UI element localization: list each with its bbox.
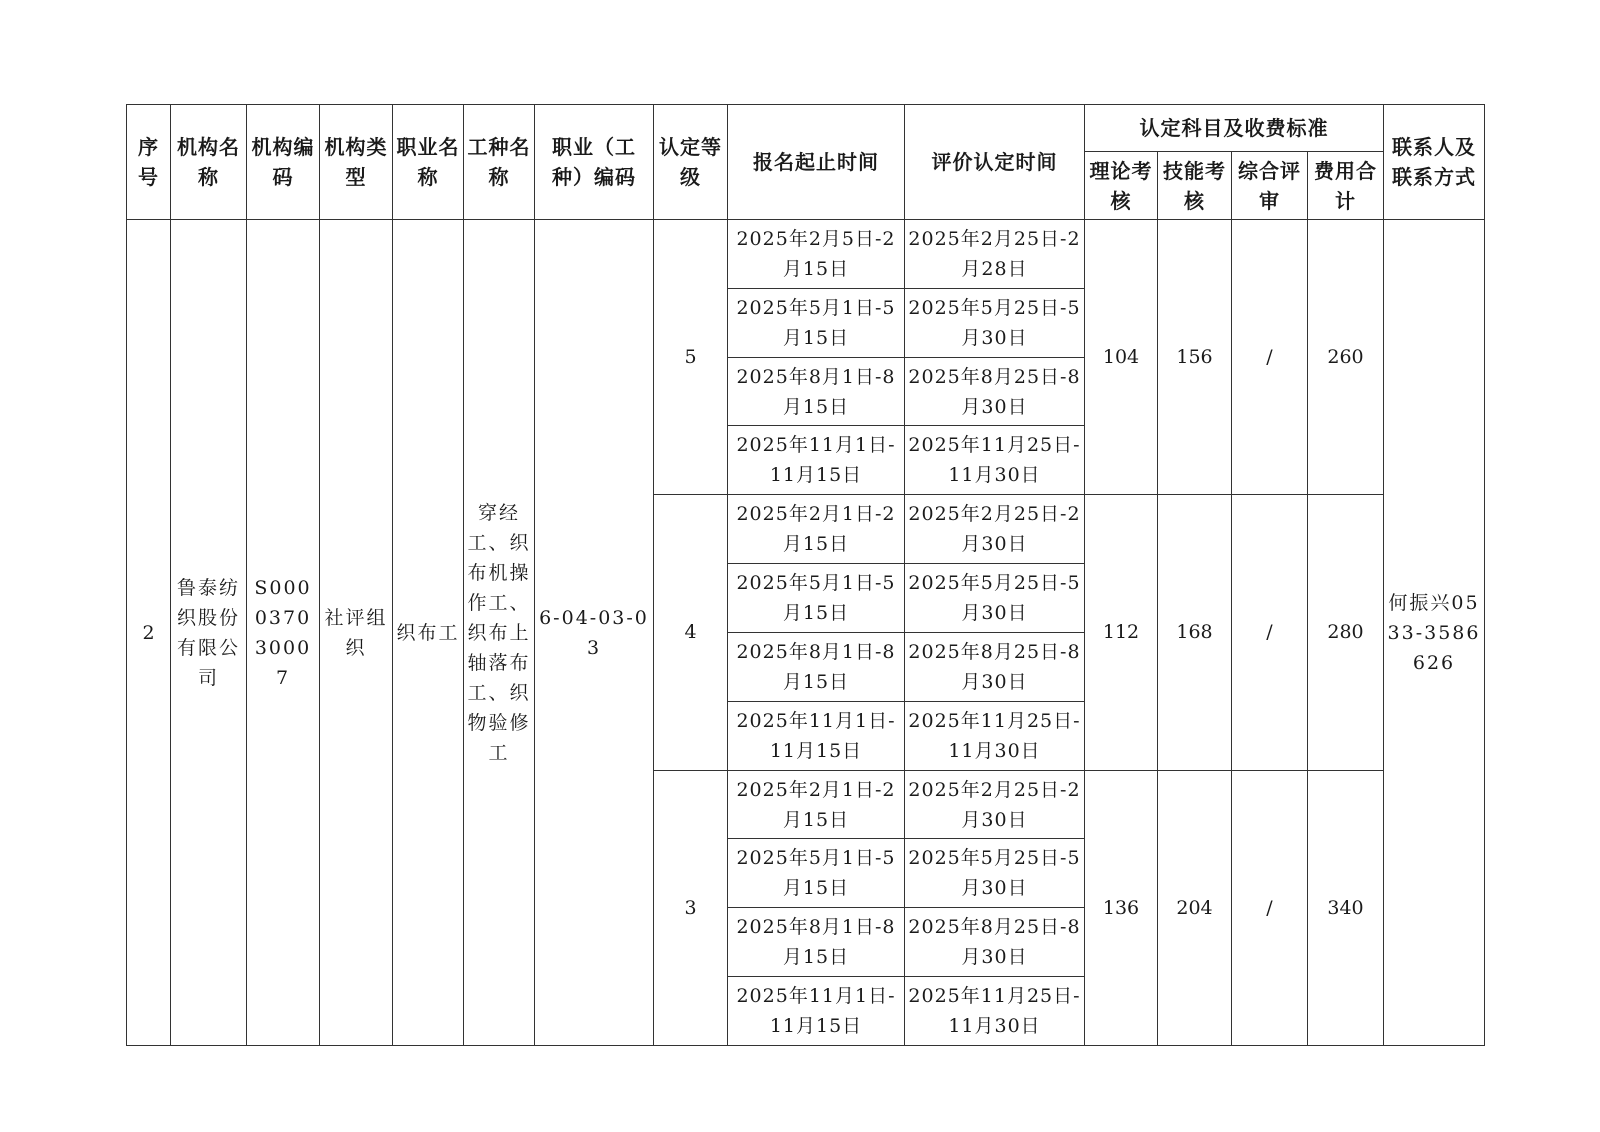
assessment-period-cell: 2025年11月25日-11月30日: [905, 701, 1085, 770]
total-fee-cell: 280: [1308, 495, 1384, 770]
record-org-name: 鲁泰纺织股份有限公司: [171, 220, 247, 1046]
theory-fee-cell: 112: [1085, 495, 1158, 770]
registration-period-cell: 2025年2月1日-2月15日: [728, 770, 905, 839]
assessment-period-cell: 2025年8月25日-8月30日: [905, 357, 1085, 426]
assessment-period-cell: 2025年11月25日-11月30日: [905, 426, 1085, 495]
registration-period-cell: 2025年5月1日-5月15日: [728, 839, 905, 908]
skill-fee-cell: 156: [1158, 220, 1232, 495]
header-org-name: 机构名称: [171, 105, 247, 220]
assessment-period-cell: 2025年11月25日-11月30日: [905, 977, 1085, 1046]
record-occupation-name: 织布工: [393, 220, 464, 1046]
registration-period-cell: 2025年2月1日-2月15日: [728, 495, 905, 564]
header-level: 认定等级: [654, 105, 728, 220]
review-fee-cell: /: [1232, 770, 1308, 1045]
assessment-period-cell: 2025年5月25日-5月30日: [905, 288, 1085, 357]
registration-period-cell: 2025年11月1日-11月15日: [728, 977, 905, 1046]
level-cell: 4: [654, 495, 728, 770]
header-org-type: 机构类型: [320, 105, 393, 220]
registration-period-cell: 2025年11月1日-11月15日: [728, 701, 905, 770]
record-job-name: 穿经工、织布机操作工、织布上轴落布工、织物验修工: [464, 220, 535, 1046]
review-fee-cell: /: [1232, 220, 1308, 495]
assessment-period-cell: 2025年8月25日-8月30日: [905, 908, 1085, 977]
assessment-period-cell: 2025年2月25日-2月30日: [905, 495, 1085, 564]
header-occupation-name: 职业名称: [393, 105, 464, 220]
theory-fee-cell: 104: [1085, 220, 1158, 495]
registration-period-cell: 2025年5月1日-5月15日: [728, 288, 905, 357]
skill-fee-cell: 204: [1158, 770, 1232, 1045]
header-contact: 联系人及联系方式: [1384, 105, 1485, 220]
record-org-code: S000037030007: [247, 220, 320, 1046]
record-org-type: 社评组织: [320, 220, 393, 1046]
registration-period-cell: 2025年8月1日-8月15日: [728, 908, 905, 977]
assessment-period-cell: 2025年5月25日-5月30日: [905, 839, 1085, 908]
registration-period-cell: 2025年5月1日-5月15日: [728, 564, 905, 633]
level-cell: 5: [654, 220, 728, 495]
header-occupation-code: 职业（工种）编码: [535, 105, 654, 220]
registration-period-cell: 2025年8月1日-8月15日: [728, 632, 905, 701]
header-row-1: [127, 105, 1485, 152]
theory-fee-cell: 136: [1085, 770, 1158, 1045]
certification-table: [126, 104, 1485, 1046]
level-cell: 3: [654, 770, 728, 1045]
header-registration-period: 报名起止时间: [728, 105, 905, 220]
table-row: [127, 220, 1485, 289]
total-fee-cell: 260: [1308, 220, 1384, 495]
header-job-name: 工种名称: [464, 105, 535, 220]
record-contact: 何振兴0533-3586626: [1384, 220, 1485, 1046]
registration-period-cell: 2025年8月1日-8月15日: [728, 357, 905, 426]
header-assessment-period: 评价认定时间: [905, 105, 1085, 220]
header-total: 费用合计: [1308, 152, 1384, 220]
review-fee-cell: /: [1232, 495, 1308, 770]
assessment-period-cell: 2025年8月25日-8月30日: [905, 632, 1085, 701]
header-theory: 理论考核: [1085, 152, 1158, 220]
record-occupation-code: 6-04-03-03: [535, 220, 654, 1046]
header-fee-group: 认定科目及收费标准: [1085, 105, 1384, 152]
header-skill: 技能考核: [1158, 152, 1232, 220]
registration-period-cell: 2025年11月1日-11月15日: [728, 426, 905, 495]
skill-fee-cell: 168: [1158, 495, 1232, 770]
header-seq: 序号: [127, 105, 171, 220]
total-fee-cell: 340: [1308, 770, 1384, 1045]
assessment-period-cell: 2025年2月25日-2月28日: [905, 220, 1085, 289]
header-org-code: 机构编码: [247, 105, 320, 220]
assessment-period-cell: 2025年2月25日-2月30日: [905, 770, 1085, 839]
record-seq: 2: [127, 220, 171, 1046]
assessment-period-cell: 2025年5月25日-5月30日: [905, 564, 1085, 633]
header-review: 综合评审: [1232, 152, 1308, 220]
registration-period-cell: 2025年2月5日-2月15日: [728, 220, 905, 289]
